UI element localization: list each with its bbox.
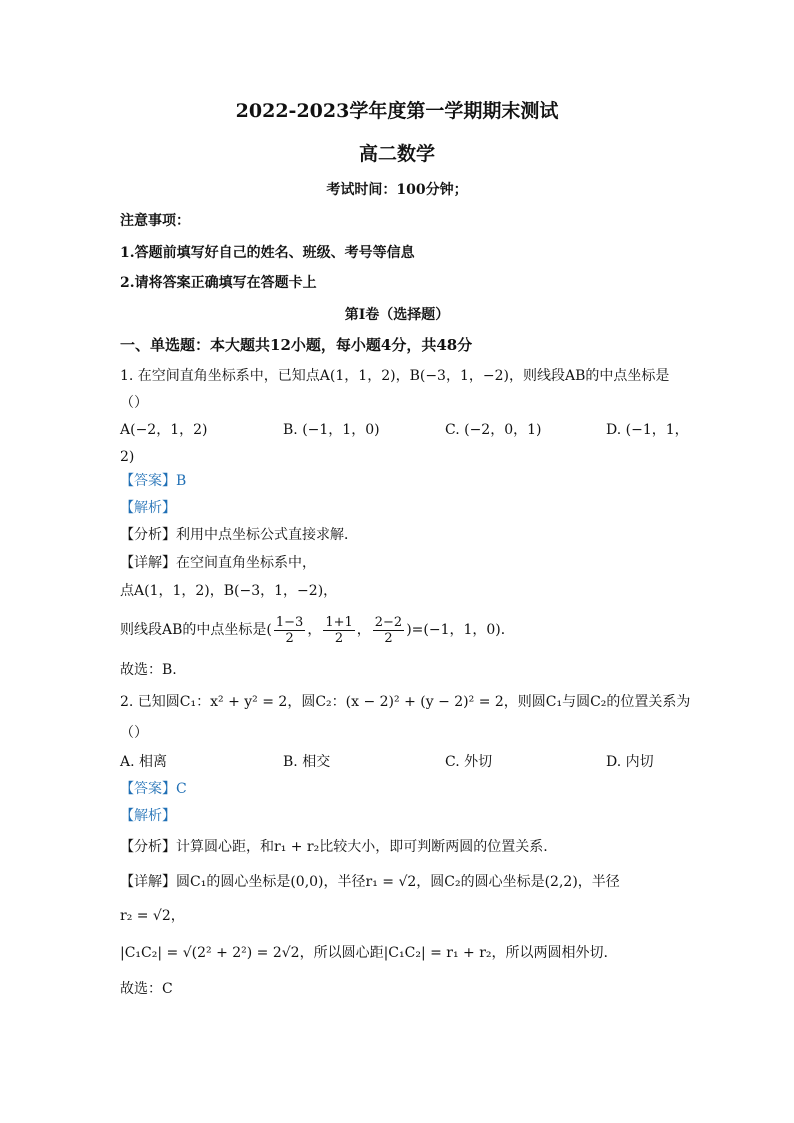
q2-detail: 【详解】圆C₁的圆心坐标是(0,0)，半径r₁ = √2，圆C₂的圆心坐标是(2,2)，半径 [120, 874, 620, 890]
q2-option-d: D. 内切 [606, 754, 654, 770]
q2-option-b: B. 相交 [283, 754, 331, 770]
q1-stem: 1. 在空间直角坐标系中，已知点A(1，1，2)，B(−3，1，−2)，则线段AB的中点坐标是 [120, 368, 670, 384]
q1-analysis: 【分析】利用中点坐标公式直接求解． [120, 527, 358, 543]
q1-midpoint-prefix: 则线段AB的中点坐标是( [120, 622, 272, 638]
q2-analysis-heading: 【解析】 [120, 808, 176, 824]
exam-time: 考试时间：100分钟； [326, 182, 468, 198]
q1-fraction-y [323, 615, 354, 646]
q1-frac1-den: 2 [285, 630, 294, 646]
volume-title: 第I卷（选择题） [344, 307, 450, 323]
q1-frac1-num: 1−3 [275, 614, 304, 630]
document-title: 2022-2023学年度第一学期期末测试 [235, 100, 559, 122]
q1-conclusion: 故选：B. [120, 662, 177, 678]
q1-points: 点A(1，1，2)，B(−3，1，−2)， [120, 583, 338, 599]
q2-answer: 【答案】C [120, 781, 187, 797]
q2-stem: 2. 已知圆C₁：x² + y² = 2，圆C₂：(x − 2)² + (y − 2)² = 2，则圆C₁与圆C₂的位置关系为 [120, 694, 691, 710]
q2-option-c: C. 外切 [445, 754, 493, 770]
q1-midpoint-result: )=(−1，1，0)． [406, 622, 515, 638]
q1-analysis-heading: 【解析】 [120, 500, 176, 516]
q2-paren: （） [120, 725, 148, 741]
q1-option-b: B. (−1，1，0) [283, 422, 380, 438]
q1-option-d-cont: 2) [120, 449, 135, 465]
q1-option-d: D. (−1，1， [606, 422, 689, 438]
q1-frac3-num: 2−2 [374, 614, 403, 630]
notes-heading: 注意事项： [120, 213, 190, 229]
q2-analysis: 【分析】计算圆心距，和r₁ + r₂比较大小，即可判断两圆的位置关系. [120, 839, 548, 855]
q1-option-a: A(−2，1，2) [120, 422, 208, 438]
document-subtitle: 高二数学 [358, 143, 435, 165]
q1-frac3-den: 2 [384, 630, 393, 646]
q1-frac2-den: 2 [334, 630, 344, 646]
notes-item-2: 2.请将答案正确填写在答题卡上 [120, 275, 317, 291]
q1-frac2-num: 1+1 [325, 614, 353, 630]
q1-fraction-x [274, 615, 305, 646]
q2-option-a: A. 相离 [120, 754, 168, 770]
q2-conclusion: 故选：C [120, 981, 173, 997]
q1-paren: （） [120, 395, 148, 411]
notes-item-1: 1.答题前填写好自己的姓名、班级、考号等信息 [120, 245, 415, 261]
section-one-heading: 一、单选题：本大题共12小题，每小题4分，共48分 [120, 336, 473, 354]
q1-fraction-z [373, 615, 404, 646]
q2-distance: |C₁C₂| = √(2² + 2²) = 2√2，所以圆心距|C₁C₂| = r₁ + r₂，所以两圆相外切. [120, 945, 608, 961]
q1-answer: 【答案】B [120, 473, 187, 489]
q1-midpoint: 则线段AB的中点坐标是( $\frac{1-3}{2}$ ， $\frac{1+1}{2}$ ， $\frac{2-2}{2}$ )=(−1，1，0)． [120, 614, 515, 646]
q2-r2: r₂ = √2， [120, 908, 185, 924]
q1-detail: 【详解】在空间直角坐标系中， [120, 555, 316, 571]
q1-option-c: C. (−2，0，1) [445, 422, 542, 438]
